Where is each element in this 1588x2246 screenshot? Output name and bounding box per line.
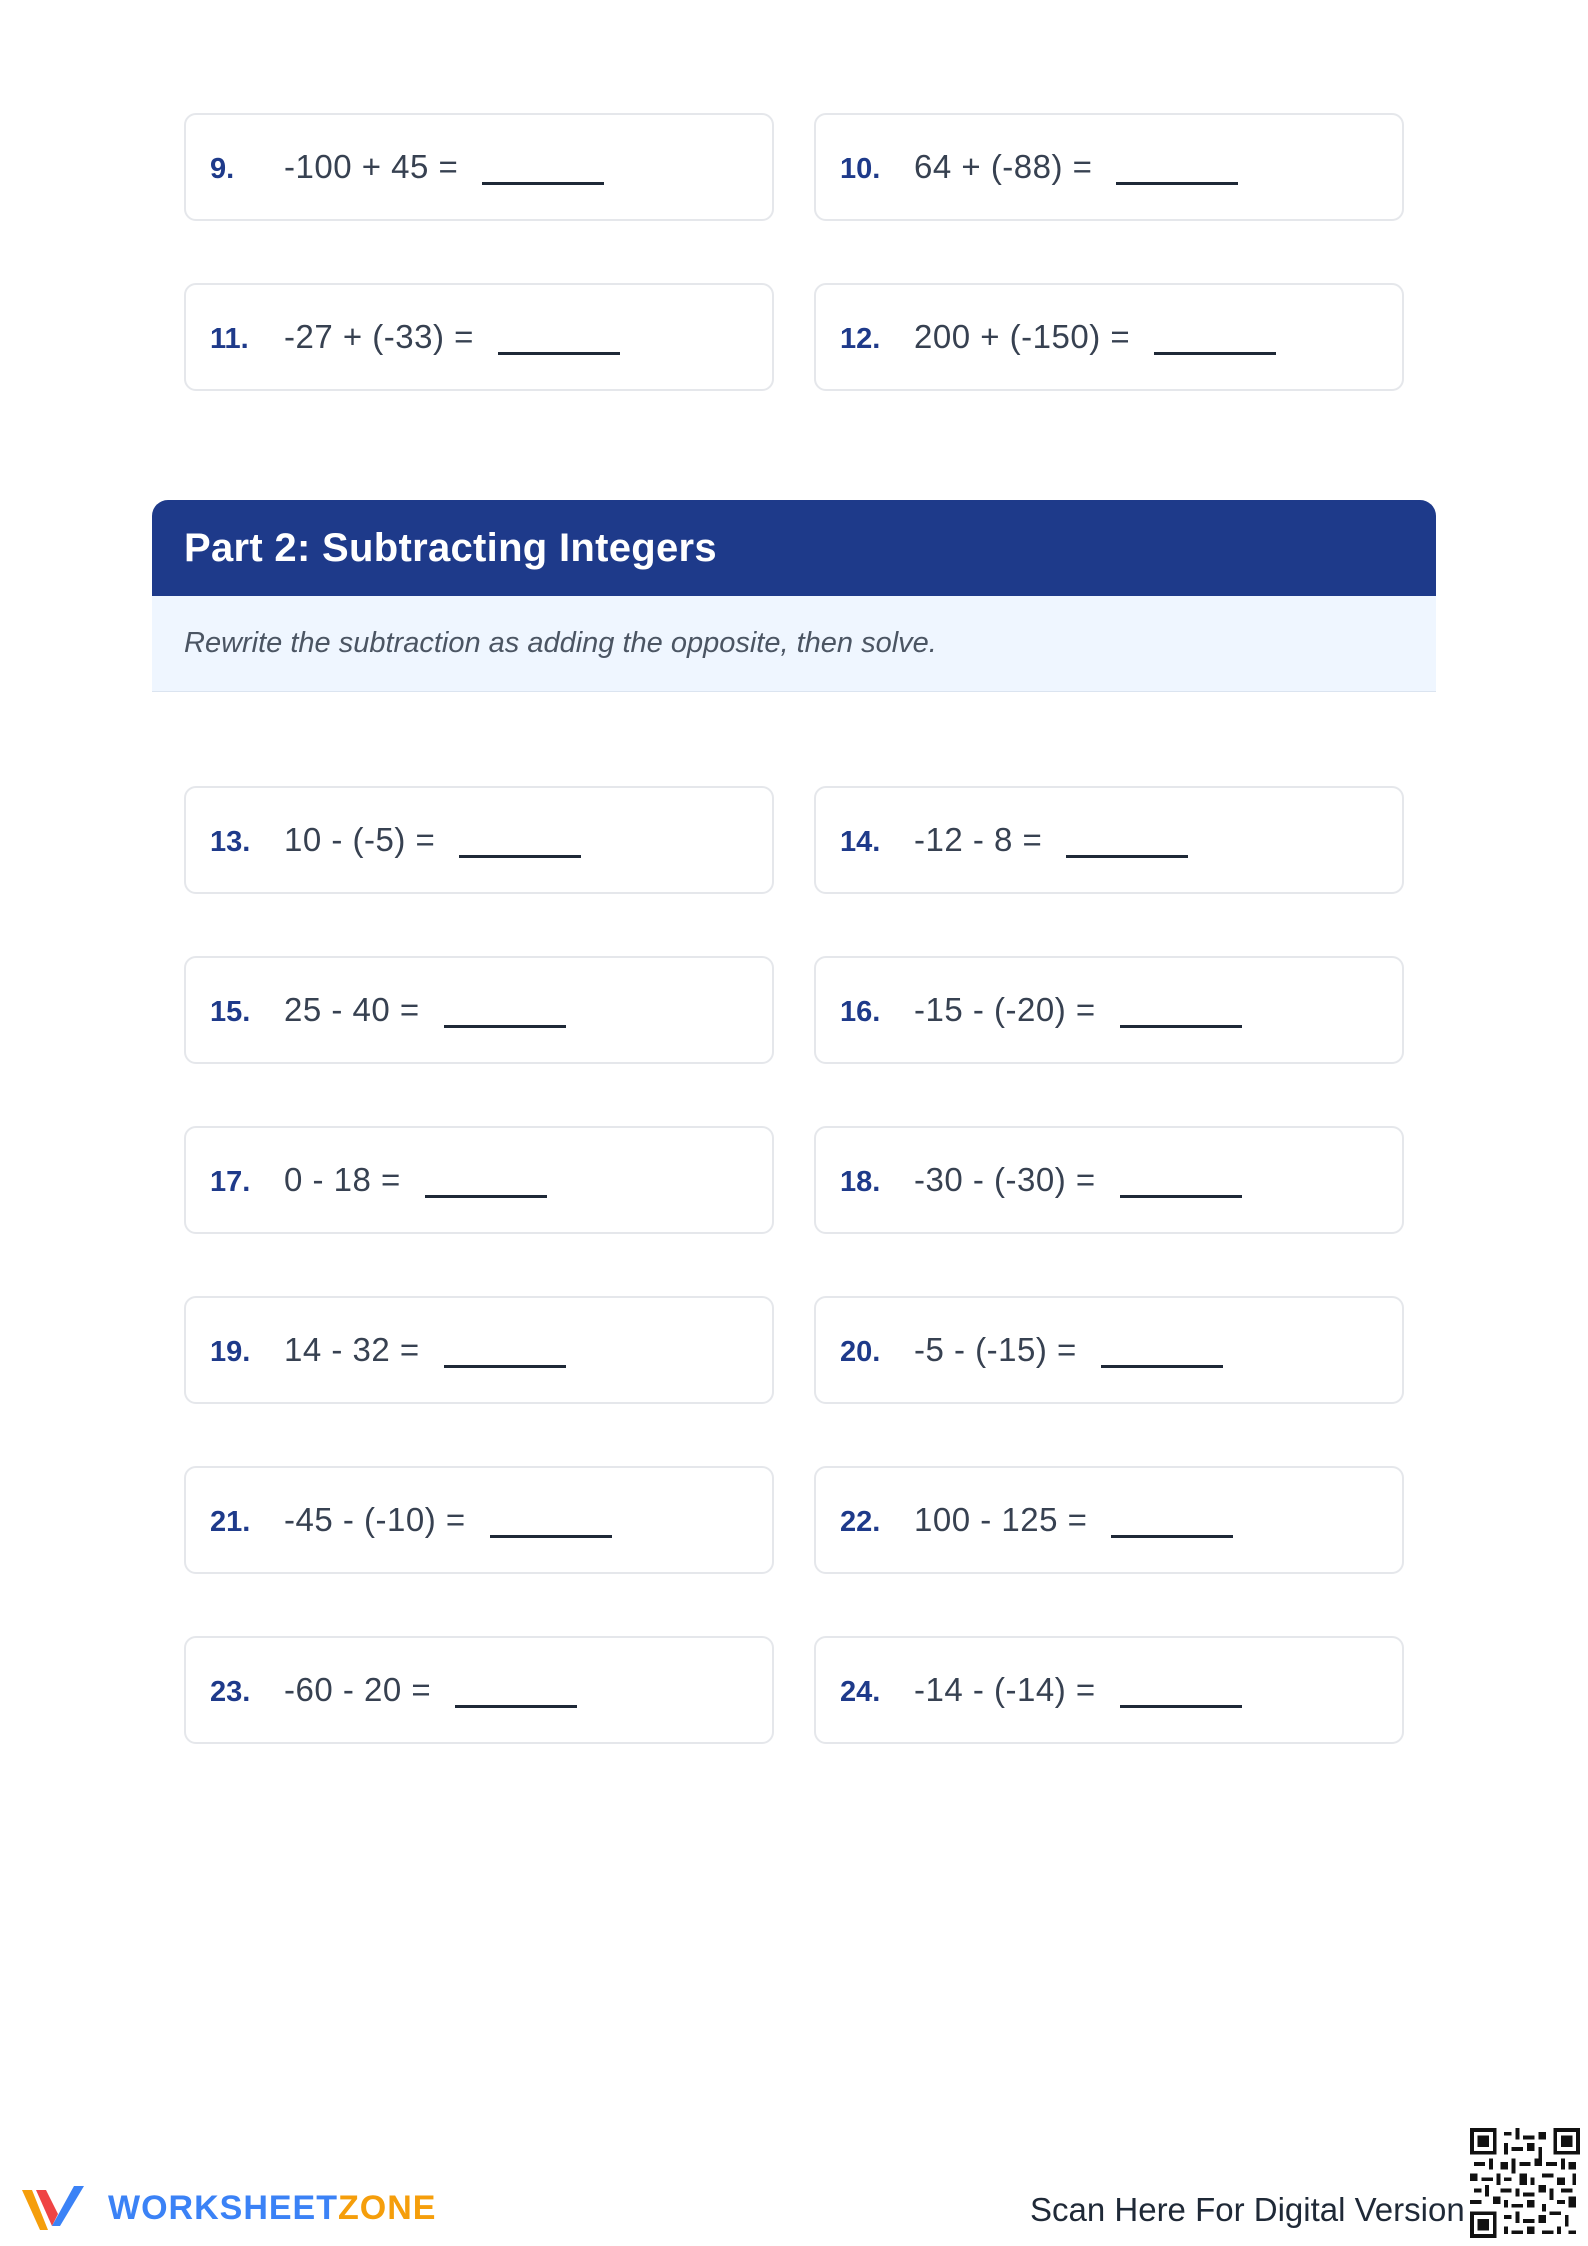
problem-card — [184, 786, 774, 894]
problem-number: 20. — [840, 1335, 881, 1368]
part2-problem-grid — [184, 786, 1404, 1744]
problem-number: 16. — [840, 995, 881, 1028]
answer-blank[interactable] — [1120, 1025, 1242, 1028]
section-title: Part 2: Subtracting Integers — [184, 525, 717, 570]
problem-number: 15. — [210, 995, 251, 1028]
answer-blank[interactable] — [1116, 182, 1238, 185]
answer-blank[interactable] — [455, 1705, 577, 1708]
problem-number: 10. — [840, 152, 881, 185]
problem-card — [184, 1126, 774, 1234]
problem-card — [184, 1466, 774, 1574]
problem-expression: -12 - 8 = — [914, 821, 1043, 858]
problem-card — [184, 1296, 774, 1404]
problem-expression: 64 + (-88) = — [914, 148, 1093, 185]
problem-expression: -5 - (-15) = — [914, 1331, 1077, 1368]
problem-expression: -100 + 45 = — [284, 148, 459, 185]
problem-card — [814, 1466, 1404, 1574]
problem-number: 18. — [840, 1165, 881, 1198]
answer-blank[interactable] — [482, 182, 604, 185]
problem-number: 24. — [840, 1675, 881, 1708]
problem-card — [184, 113, 774, 221]
problem-card — [814, 1296, 1404, 1404]
answer-blank[interactable] — [1101, 1365, 1223, 1368]
problem-number: 11. — [210, 322, 249, 355]
answer-blank[interactable] — [490, 1535, 612, 1538]
problem-card — [814, 1636, 1404, 1744]
problem-number: 12. — [840, 322, 881, 355]
worksheetzone-logo-icon — [18, 2180, 94, 2236]
qr-code-icon[interactable] — [1470, 2128, 1580, 2238]
problem-card — [814, 956, 1404, 1064]
problem-card — [184, 956, 774, 1064]
problem-number: 17. — [210, 1165, 251, 1198]
problem-card — [184, 1636, 774, 1744]
problem-expression: 200 + (-150) = — [914, 318, 1131, 355]
answer-blank[interactable] — [444, 1025, 566, 1028]
problem-card — [814, 283, 1404, 391]
problem-expression: -14 - (-14) = — [914, 1671, 1096, 1708]
problem-expression: 25 - 40 = — [284, 991, 420, 1028]
problem-number: 9. — [210, 152, 235, 185]
problem-card — [184, 283, 774, 391]
problem-number: 14. — [840, 825, 881, 858]
problem-expression: 100 - 125 = — [914, 1501, 1088, 1538]
scan-caption: Scan Here For Digital Version — [1030, 2191, 1465, 2228]
answer-blank[interactable] — [1111, 1535, 1233, 1538]
problem-number: 23. — [210, 1675, 251, 1708]
problem-card — [814, 113, 1404, 221]
problem-expression: -15 - (-20) = — [914, 991, 1096, 1028]
answer-blank[interactable] — [444, 1365, 566, 1368]
answer-blank[interactable] — [1120, 1195, 1242, 1198]
problem-expression: -60 - 20 = — [284, 1671, 432, 1708]
brand-name-secondary: ZONE — [338, 2188, 437, 2227]
problem-expression: 10 - (-5) = — [284, 821, 436, 858]
section-header — [152, 500, 1436, 596]
section-instruction: Rewrite the subtraction as adding the opposite, then solve. — [184, 627, 937, 659]
problem-number: 22. — [840, 1505, 881, 1538]
part1-problem-grid — [184, 113, 1404, 391]
problem-number: 13. — [210, 825, 251, 858]
problem-expression: 14 - 32 = — [284, 1331, 420, 1368]
problem-expression: -30 - (-30) = — [914, 1161, 1096, 1198]
problem-card — [814, 1126, 1404, 1234]
problem-number: 19. — [210, 1335, 251, 1368]
problem-number: 21. — [210, 1505, 251, 1538]
answer-blank[interactable] — [459, 855, 581, 858]
answer-blank[interactable] — [1120, 1705, 1242, 1708]
problem-card — [814, 786, 1404, 894]
problem-expression: -27 + (-33) = — [284, 318, 474, 355]
brand-logo[interactable] — [18, 2180, 436, 2236]
answer-blank[interactable] — [1066, 855, 1188, 858]
brand-name-primary: WORKSHEET — [108, 2188, 338, 2227]
answer-blank[interactable] — [425, 1195, 547, 1198]
answer-blank[interactable] — [1154, 352, 1276, 355]
problem-expression: -45 - (-10) = — [284, 1501, 466, 1538]
section-instruction-box — [152, 596, 1436, 692]
problem-expression: 0 - 18 = — [284, 1161, 401, 1198]
answer-blank[interactable] — [498, 352, 620, 355]
